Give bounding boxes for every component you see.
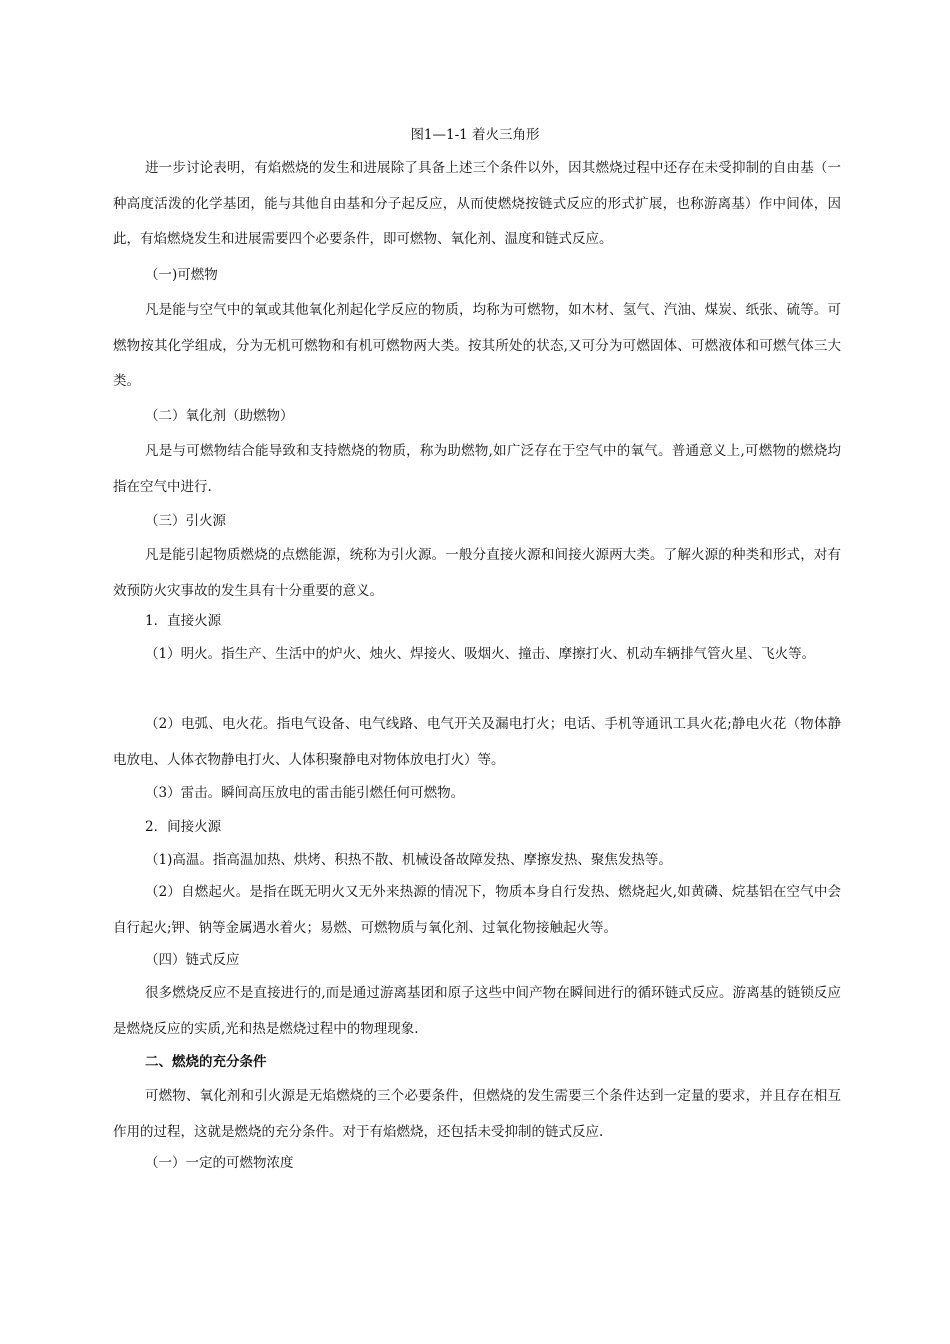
paragraph-intro: 进一步讨论表明，有焰燃烧的发生和进展除了具备上述三个条件以外，因其燃烧过程中还存在未受抑制的自由基（一种高度活泼的化学基团，能与其他自由基和分子起反应，从而使燃烧按链式反应的形式扩展，也称游离基）作中间体，因此，有焰燃烧发生和进展需要四个必要条件，即可燃物、氧化剂、温度和链式反应。 xyxy=(113,160,841,247)
paragraph-spontaneous-combustion: （2）自燃起火。是指在既无明火又无外来热源的情况下，物质本身自行发热、燃烧起火,如黄磷、烷基铝在空气中会自行起火;钾、钠等金属遇水着火；易燃、可燃物质与氧化剂、过氧化物接触起火等。 xyxy=(113,884,841,936)
paragraph-sufficient-conditions: 可燃物、氧化剂和引火源是无焰燃烧的三个必要条件，但燃烧的发生需要三个条件达到一定量的要求，并且存在相互作用的过程，这就是燃烧的充分条件。对于有焰燃烧，还包括未受抑制的链式反应. xyxy=(113,1088,841,1140)
heading-combustible-concentration: （一）一定的可燃物浓度 xyxy=(145,1155,294,1171)
paragraph-chain-reaction: 很多燃烧反应不是直接进行的,而是通过游离基团和原子这些中间产物在瞬间进行的循环链式反应。游离基的链锁反应是燃烧反应的实质,光和热是燃烧过程中的物理现象. xyxy=(113,985,841,1037)
heading-chain-reaction: （四）链式反应 xyxy=(145,952,240,968)
paragraph-combustible: 凡是能与空气中的氧或其他氧化剂起化学反应的物质，均称为可燃物，如木材、氢气、汽油、煤炭、纸张、硫等。可燃物按其化学组成，分为无机可燃物和有机可燃物两大类。按其所处的状态,又可分为可燃固体、可燃液体和可燃气体三大类。 xyxy=(113,302,841,389)
heading-oxidizer: （二）氧化剂（助燃物） xyxy=(145,408,294,424)
heading-ignition-source: （三）引火源 xyxy=(145,513,226,529)
section-heading-sufficient-conditions: 二、燃烧的充分条件 xyxy=(145,1054,267,1070)
paragraph-electric-arc: （2）电弧、电火花。指电气设备、电气线路、电气开关及漏电打火；电话、手机等通讯工具火花;静电火花（物体静电放电、人体衣物静电打火、人体积聚静电对物体放电打火）等。 xyxy=(113,716,841,768)
figure-caption: 图1—1-1 着火三角形 xyxy=(410,127,540,143)
heading-indirect-source: 2．间接火源 xyxy=(145,819,222,835)
paragraph-open-flame: （1）明火。指生产、生活中的炉火、烛火、焊接火、吸烟火、撞击、摩擦打火、机动车辆排气管火星、飞火等。 xyxy=(145,646,816,662)
paragraph-high-temperature: （1)高温。指高温加热、烘烤、积热不散、机械设备故障发热、摩擦发热、聚焦发热等。 xyxy=(145,852,672,868)
paragraph-lightning: （3）雷击。瞬间高压放电的雷击能引燃任何可燃物。 xyxy=(145,785,465,801)
heading-combustible: （一)可燃物 xyxy=(145,267,218,283)
paragraph-ignition-source: 凡是能引起物质燃烧的点燃能源，统称为引火源。一般分直接火源和间接火源两大类。了解火源的种类和形式，对有效预防火灾事故的发生具有十分重要的意义。 xyxy=(113,547,841,599)
paragraph-oxidizer: 凡是与可燃物结合能导致和支持燃烧的物质，称为助燃物,如广泛存在于空气中的氧气。普通意义上,可燃物的燃烧均指在空气中进行. xyxy=(113,443,841,495)
heading-direct-source: 1．直接火源 xyxy=(145,613,222,629)
